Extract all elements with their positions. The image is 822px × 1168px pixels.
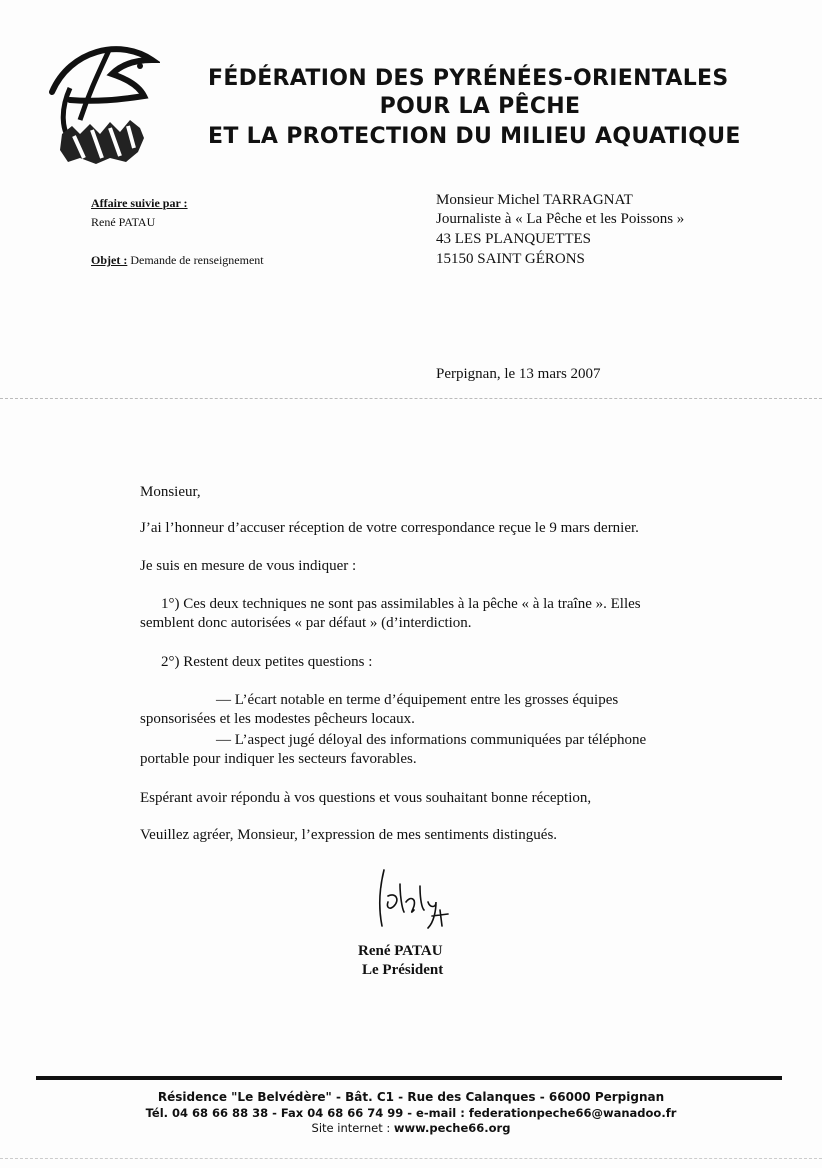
paragraph-3-line2: semblent donc autorisées « par défaut » (d’interdiction. xyxy=(140,615,472,631)
paragraph-2: Je suis en mesure de vous indiquer : xyxy=(140,558,357,574)
recipient-name: Monsieur Michel TARRAGNAT xyxy=(436,192,633,208)
bullet-2-line2: portable pour indiquer les secteurs favorables. xyxy=(140,751,417,767)
bullet-2-line1: — L’aspect jugé déloyal des informations communiquées par téléphone xyxy=(216,732,647,748)
scan-artifact-line xyxy=(0,1158,822,1159)
footer-rule xyxy=(36,1076,782,1080)
paragraph-5: Espérant avoir répondu à vos questions et vous souhaitant bonne réception, xyxy=(140,790,592,806)
objet-label: Objet : xyxy=(91,253,128,267)
org-name-line3: ET LA PROTECTION DU MILIEU AQUATIQUE xyxy=(208,124,741,149)
footer-website-label: Site internet : xyxy=(311,1121,394,1135)
paragraph-4: 2°) Restent deux petites questions : xyxy=(161,654,373,670)
signatory-name: René PATAU xyxy=(358,943,443,959)
handwritten-signature xyxy=(370,866,460,936)
recipient-city: 15150 SAINT GÉRONS xyxy=(436,251,585,267)
recipient-title: Journaliste à « La Pêche et les Poissons » xyxy=(436,211,685,227)
footer-address: Résidence "Le Belvédère" - Bât. C1 - Rue des Calanques - 66000 Perpignan xyxy=(157,1090,665,1104)
recipient-address: 43 LES PLANQUETTES xyxy=(436,231,591,247)
objet-line xyxy=(91,253,264,268)
footer-website-url[interactable]: www.peche66.org xyxy=(393,1121,511,1135)
affaire-label: Affaire suivie par : xyxy=(91,196,188,210)
bullet-1-line1: — L’écart notable en terme d’équipement entre les grosses équipes xyxy=(216,692,619,708)
date-line: Perpignan, le 13 mars 2007 xyxy=(436,366,601,382)
paragraph-6: Veuillez agréer, Monsieur, l’expression de mes sentiments distingués. xyxy=(140,827,558,843)
footer-website xyxy=(0,1121,822,1135)
paragraph-1: J’ai l’honneur d’accuser réception de votre correspondance reçue le 9 mars dernier. xyxy=(140,520,639,536)
salutation: Monsieur, xyxy=(140,484,201,500)
footer-phone-fax: Tél. 04 68 66 88 38 - Fax 04 68 66 74 99 - e-mail : federationpeche66@wanadoo.fr xyxy=(145,1106,677,1120)
org-name-line2: POUR LA PÊCHE xyxy=(379,94,581,119)
paragraph-3-line1: 1°) Ces deux techniques ne sont pas assimilables à la pêche « à la traîne ». Elles xyxy=(161,596,641,612)
affaire-value: René PATAU xyxy=(91,215,156,229)
org-name-line1: FÉDÉRATION DES PYRÉNÉES-ORIENTALES xyxy=(208,66,729,91)
scan-artifact-line xyxy=(0,398,822,399)
objet-value: Demande de renseignement xyxy=(130,253,264,267)
bullet-1-line2: sponsorisées et les modestes pêcheurs locaux. xyxy=(140,711,415,727)
footer-contact xyxy=(0,1106,822,1120)
signatory-title: Le Président xyxy=(362,962,444,978)
